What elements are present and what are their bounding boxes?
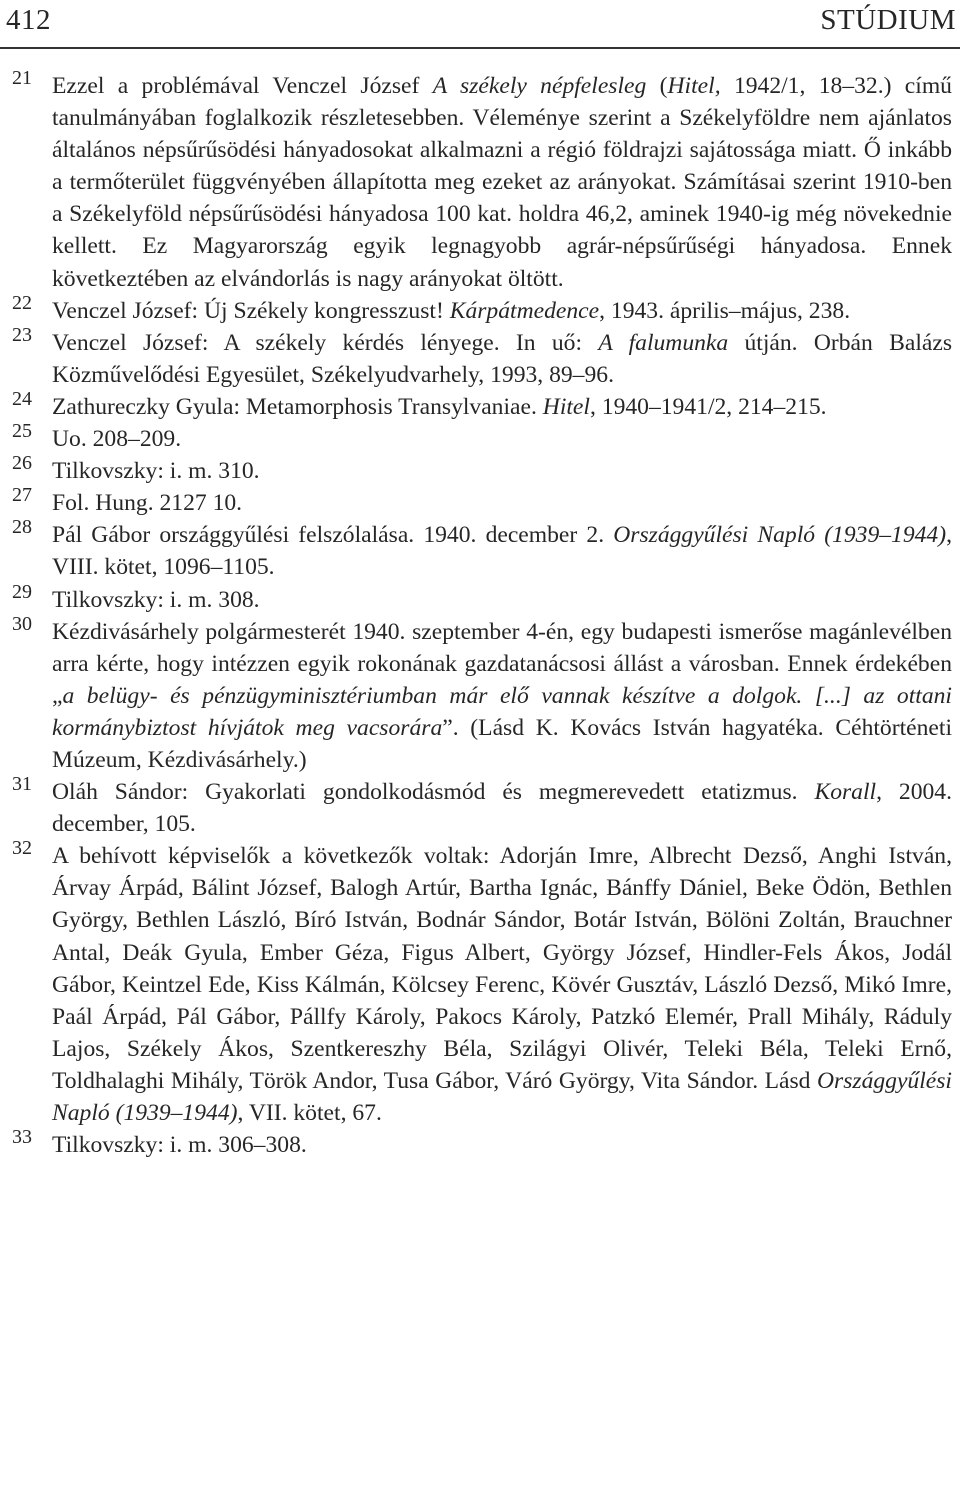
text-run: Pál Gábor országgyűlési felszólalása. 1940. december 2. (52, 522, 614, 549)
footnote-number: 26 (12, 452, 32, 475)
footnote-number: 28 (12, 516, 32, 539)
text-run: Oláh Sándor: Gyakorlati gondolkodásmód és megmerevedett etatizmus. (52, 779, 815, 806)
footnote (0, 580, 960, 616)
footnote-number: 33 (12, 1126, 32, 1149)
footnote (0, 291, 960, 327)
footnote-number: 29 (12, 580, 32, 603)
footnote-number: 21 (12, 67, 32, 89)
footnote-text (52, 519, 952, 583)
text-run: Tilkovszky: i. m. 310. (52, 458, 260, 485)
footnote-text (52, 455, 952, 487)
footnote-text (52, 584, 952, 616)
text-run: , 1943. április–május, 238. (599, 297, 851, 324)
text-run: Fol. Hung. 2127 10. (52, 490, 243, 517)
italic-title: A falumunka (598, 329, 729, 356)
footnote (0, 67, 960, 295)
footnote-text (52, 1129, 952, 1161)
text-run: Venczel József: Új Székely kongresszust! (52, 297, 450, 324)
footnote-number: 32 (12, 837, 32, 860)
footnote (0, 323, 960, 391)
text-run: , VII. kötet, 67. (237, 1100, 382, 1126)
footnote-text (52, 70, 952, 295)
footnote (0, 837, 960, 1129)
footnote (0, 452, 960, 487)
footnote (0, 612, 960, 776)
footnote (0, 484, 960, 519)
footnote-number: 25 (12, 420, 32, 443)
footnote (0, 1126, 960, 1161)
text-run: , 1940–1941/2, 214–215. (589, 393, 827, 420)
footnote-text (52, 840, 952, 1129)
footnote-text (52, 327, 952, 391)
text-run: A behívott képviselők a következők voltak: Adorján Imre, Albrecht Dezső, Anghi István, Árvay Árpád, Bálint József, Balogh Artúr, Bartha Ignác, Bánffy Dániel, Beke Ödön, Bethlen György, Bethlen László, Bíró István, Bodnár Sándor, Botár István, Bölöni Zoltán, Brauchner Antal, Deák Gyula, Ember Géza, Figus Albert, György József, Hindler-Fels Ákos, Jodál Gábor, Keintzel Ede, Kiss Kálmán, Kölcsey Ferenc, Kövér Gusztáv, László Dezső, Mikó Imre, Paál Árpád, Pál Gábor, Pállfy Károly, Pakocs Károly, Patzkó Elemér, Prall Mihály, Ráduly Lajos, Székely Ákos, Szentkereszhy Béla, Szilágyi Olivér, Teleki Béla, Teleki Ernő, Toldhalaghi Mihály, Török Andor, Tusa Gábor, Váró György, Vita Sándor. Lásd (52, 843, 952, 1094)
text-run: Zathureczky Gyula: Metamorphosis Transylvaniae. (52, 393, 543, 420)
italic-title: Hitel, (667, 73, 721, 99)
italic-title: a belügy- és pénzügyminisztériumban már elő vannak készítve a dolgok. [...] az ottani kormánybiztost hívjátok meg vacsorára (52, 682, 952, 741)
text-run: útján. Orbán Balázs Közművelődési Egyesület, Székelyudvarhely, 1993, 89–96. (52, 329, 952, 388)
footnote-text (52, 295, 952, 327)
footnote (0, 773, 960, 840)
text-run: Tilkovszky: i. m. 306–308. (52, 1132, 307, 1159)
footnote-text (52, 423, 952, 455)
text-run: , VIII. kötet, 1096–1105. (52, 522, 952, 581)
text-run: Tilkovszky: i. m. 308. (52, 586, 260, 613)
text-run: , 2004. december, 105. (52, 779, 952, 838)
footnote-text (52, 616, 952, 776)
footnote-number: 22 (12, 291, 32, 314)
italic-title: Hitel (542, 393, 590, 420)
italic-title: Országgyűlési Napló (1939–1944) (613, 522, 947, 549)
journal-title: STÚDIUM (820, 4, 956, 36)
text-run: ”. (Lásd K. Kovács István hagyatéka. Céhtörténeti Múzeum, Kézdivásárhely.) (52, 714, 952, 773)
footnotes (0, 67, 960, 1161)
page-number: 412 (6, 4, 51, 36)
footnote-text (52, 487, 952, 519)
italic-title: Országgyűlési Napló (1939–1944) (52, 1067, 952, 1126)
footnote-number: 24 (12, 387, 32, 410)
italic-title: Korall (814, 779, 877, 806)
footnote-number: 23 (12, 323, 32, 346)
text-run: Uo. 208–209. (52, 426, 182, 453)
text-run: Venczel József: A székely kérdés lényege. In uő: (52, 329, 599, 356)
footnote (0, 387, 960, 423)
italic-title: A székely népfelesleg (432, 73, 647, 99)
text-run: 1942/1, 18–32.) című tanulmányában foglalkozik részletesebben. Véleménye szerint a Székelyföldre nem ajánlatos általános népsűrűsödési hányadosokat alkalmazni a régió földrajzi sajátossága miatt. Ő inkább a termőterület függvényében állapította meg ezeket az arányokat. Számításai szerint 1910-ben a Székelyföld népsűrűsödési hányadosa 100 kat. holdra 46,2, aminek 1940-ig még növekednie kellett. Ez Magyarország egyik legnagyobb agrár-népsűrűségi hányadosa. Ennek következtében az elvándorlás is nagy arányokat öltött. (52, 73, 952, 292)
text-run: Kézdivásárhely polgármesterét 1940. szeptember 4-én, egy budapesti ismerőse magánlevélben arra kérte, hogy intézzen egyik rokonának gazdatanácsosi állást a városban. Ennek érdekében „ (52, 618, 952, 709)
footnote (0, 516, 960, 583)
italic-title: Kárpátmedence (449, 297, 600, 324)
footnote-number: 30 (12, 612, 32, 635)
footnote-text (52, 776, 952, 840)
text-run: ( (646, 73, 668, 99)
footnote-number: 27 (12, 484, 32, 507)
footnote-number: 31 (12, 773, 32, 796)
footnote-text (52, 391, 952, 423)
header-rule (0, 47, 960, 49)
footnote (0, 420, 960, 455)
text-run: Ezzel a problémával Venczel József (52, 73, 433, 99)
